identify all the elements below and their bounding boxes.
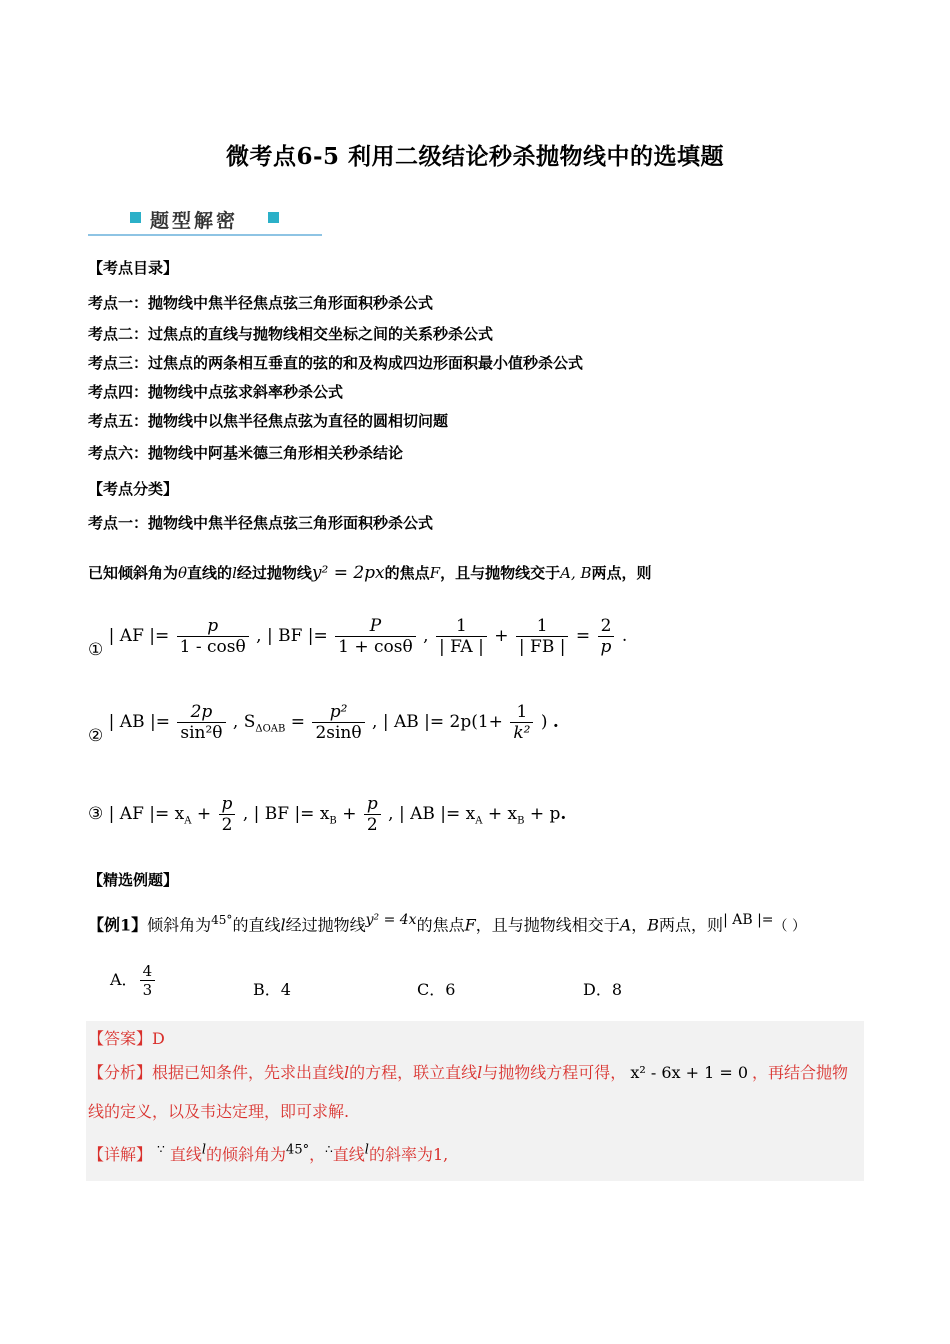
section-banner — [88, 198, 324, 238]
intro-line: 已知倾斜角为θ直线的l经过抛物线y² = 2px的焦点F，且与抛物线交于A, B两点，则 — [88, 563, 652, 583]
toc-item: 考点二：过焦点的直线与抛物线相交坐标之间的关系秒杀公式 — [88, 325, 494, 343]
answer-line: 【答案】D — [88, 1029, 165, 1048]
example-1-question: 【例1】倾斜角为$^{45^\circ}$的直线l经过抛物线$^{y^2 = 4x}$的焦点F，且与抛物线相交于A，B两点，则$^{| AB |=}$（ ） — [88, 912, 806, 935]
analysis-line-2: 线的定义，以及韦达定理，即可求解. — [88, 1102, 350, 1121]
detail-line: 【详解】 ∵ 直线$^l$的倾斜角为$^{45^\circ}$，∴直线$^l$的斜率为1, — [88, 1142, 449, 1164]
examples-header: 【精选例题】 — [88, 871, 179, 889]
toc-item: 考点一：抛物线中焦半径焦点弦三角形面积秒杀公式 — [88, 294, 434, 312]
analysis-line: 【分析】根据已知条件，先求出直线l的方程，联立直线l与抛物线方程可得， x² - 6x + 1 = 0 ，再结合抛物 — [88, 1063, 849, 1082]
square-icon — [130, 212, 141, 223]
toc-item: 考点五：抛物线中以焦半径焦点弦为直径的圆相切问题 — [88, 412, 449, 430]
toc-header: 【考点目录】 — [88, 259, 179, 277]
formula-1: ① | AF |= $\frac{p}{1 - \cos\theta}$ , | BF |= $\frac{P}{1 + \cos\theta}$ , $\frac{1}{| FA |}$ + $\frac{1}{| FB |}$ = $\frac{2}{p}$ . — [88, 616, 628, 660]
option-a[interactable]: A． $\frac{4}{3}$ — [110, 962, 157, 999]
square-icon — [268, 212, 279, 223]
page-title: 微考点6-5 利用二级结论秒杀抛物线中的选填题 — [225, 143, 725, 170]
toc-item: 考点六：抛物线中阿基米德三角形相关秒杀结论 — [88, 444, 404, 462]
point-title: 考点一：抛物线中焦半径焦点弦三角形面积秒杀公式 — [88, 514, 434, 532]
divider — [88, 234, 322, 236]
toc-item: 考点四：抛物线中点弦求斜率秒杀公式 — [88, 383, 344, 401]
option-c[interactable]: C．6 — [417, 980, 456, 999]
formula-2: ② | AB |= $\frac{2p}{\text{sin²θ}}$ , $S_{\Delta OAB}$ = $\frac{\text{p²}}{2\sin\theta}$ , | AB |= 2p(1+ $\frac{1}{\text{k²}}$ ) . — [88, 702, 559, 746]
option-d[interactable]: D．8 — [583, 980, 623, 999]
formula-3: ③ | AF |= $x_A$ + $\frac{p}{2}$ , | BF |= $x_B$ + $\frac{p}{2}$ , | AB |= $x_A + x_B + p$. — [88, 794, 567, 835]
banner-label: 题型解密 — [150, 210, 239, 232]
toc-item: 考点三：过焦点的两条相互垂直的弦的和及构成四边形面积最小值秒杀公式 — [88, 354, 584, 372]
option-b[interactable]: B．4 — [253, 980, 291, 999]
classify-header: 【考点分类】 — [88, 480, 179, 498]
